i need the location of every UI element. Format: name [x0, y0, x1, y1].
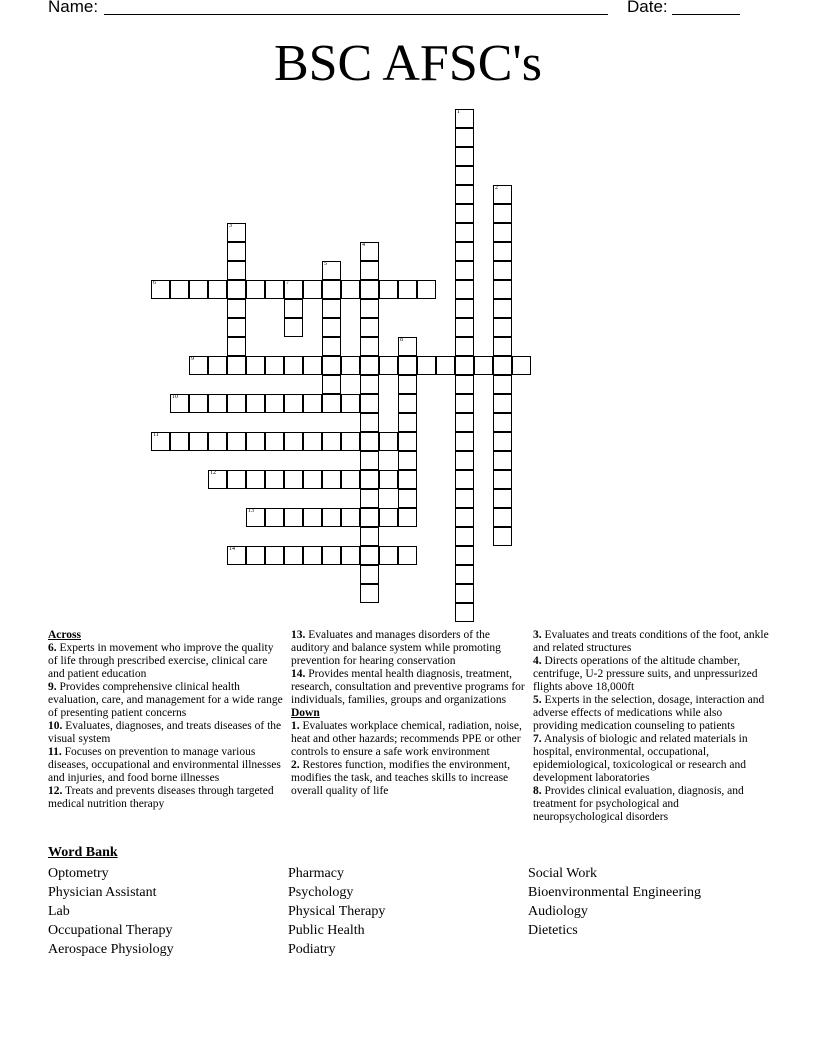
crossword-cell[interactable]: [493, 470, 512, 489]
crossword-cell[interactable]: [284, 299, 303, 318]
crossword-cell[interactable]: [455, 280, 474, 299]
crossword-cell[interactable]: [322, 508, 341, 527]
word-bank-item: Physical Therapy: [288, 904, 386, 919]
crossword-cell[interactable]: [322, 546, 341, 565]
crossword-cell[interactable]: [455, 565, 474, 584]
crossword-cell[interactable]: [398, 432, 417, 451]
crossword-cell[interactable]: [227, 337, 246, 356]
crossword-cell[interactable]: [512, 356, 531, 375]
crossword-cell[interactable]: [455, 204, 474, 223]
clue-number: 9: [191, 356, 194, 362]
crossword-cell[interactable]: [322, 375, 341, 394]
crossword-cell[interactable]: [246, 394, 265, 413]
crossword-cell[interactable]: [265, 508, 284, 527]
clue-down-7: 7. Analysis of biologic and related materials in hospital, environmental, occupational, epidemiological, toxicological or research and development laboratories: [533, 733, 748, 784]
crossword-cell[interactable]: [493, 527, 512, 546]
crossword-cell-3[interactable]: [227, 223, 246, 242]
clue-number: 5: [324, 261, 327, 267]
crossword-cell[interactable]: [436, 356, 455, 375]
crossword-cell[interactable]: [493, 318, 512, 337]
crossword-cell[interactable]: [455, 337, 474, 356]
crossword-cell[interactable]: [322, 356, 341, 375]
crossword-cell[interactable]: [227, 242, 246, 261]
crossword-cell[interactable]: [360, 413, 379, 432]
crossword-cell[interactable]: [227, 299, 246, 318]
crossword-cell[interactable]: [265, 394, 284, 413]
clue-across-10: 10. Evaluates, diagnoses, and treats diseases of the visual system: [48, 720, 282, 745]
clue-number: 11: [153, 432, 159, 438]
clue-down-8: 8. Provides clinical evaluation, diagnosis, and treatment for psychological and neuropsychological disorders: [533, 785, 744, 823]
crossword-cell[interactable]: [455, 128, 474, 147]
word-bank-item: Pharmacy: [288, 866, 344, 881]
word-bank-item: Optometry: [48, 866, 109, 881]
crossword-cell[interactable]: [284, 470, 303, 489]
clue-number: 4: [362, 242, 365, 248]
crossword-cell[interactable]: [246, 432, 265, 451]
crossword-cell[interactable]: [189, 432, 208, 451]
crossword-cell[interactable]: [493, 413, 512, 432]
crossword-cell[interactable]: [379, 546, 398, 565]
crossword-cell[interactable]: [493, 280, 512, 299]
crossword-cell[interactable]: [246, 546, 265, 565]
crossword-cell[interactable]: [455, 451, 474, 470]
crossword-cell-8[interactable]: [398, 337, 417, 356]
crossword-cell[interactable]: [455, 318, 474, 337]
crossword-cell[interactable]: [170, 280, 189, 299]
crossword-cell[interactable]: [455, 508, 474, 527]
crossword-cell[interactable]: [360, 356, 379, 375]
crossword-cell-7[interactable]: [284, 280, 303, 299]
crossword-cell[interactable]: [398, 451, 417, 470]
crossword-cell[interactable]: [360, 489, 379, 508]
crossword-cell[interactable]: [455, 375, 474, 394]
crossword-cell[interactable]: [493, 223, 512, 242]
crossword-cell[interactable]: [455, 166, 474, 185]
crossword-cell-4[interactable]: [360, 242, 379, 261]
crossword-cell[interactable]: [455, 546, 474, 565]
crossword-cell[interactable]: [208, 394, 227, 413]
crossword-cell[interactable]: [265, 356, 284, 375]
crossword-cell[interactable]: [227, 356, 246, 375]
crossword-cell[interactable]: [360, 394, 379, 413]
crossword-cell[interactable]: [208, 280, 227, 299]
crossword-cell[interactable]: [455, 223, 474, 242]
crossword-cell[interactable]: [303, 546, 322, 565]
crossword-cell[interactable]: [227, 394, 246, 413]
crossword-cell[interactable]: [493, 375, 512, 394]
word-bank-item: Occupational Therapy: [48, 923, 173, 938]
clue-column-1: [48, 629, 283, 811]
crossword-cell[interactable]: [265, 432, 284, 451]
crossword-cell[interactable]: [322, 318, 341, 337]
word-bank-item: Lab: [48, 904, 70, 919]
crossword-cell-6[interactable]: [151, 280, 170, 299]
crossword-cell[interactable]: [455, 603, 474, 622]
crossword-cell[interactable]: [341, 394, 360, 413]
crossword-cell[interactable]: [341, 280, 360, 299]
crossword-cell[interactable]: [303, 432, 322, 451]
crossword-cell[interactable]: [493, 242, 512, 261]
crossword-cell-12[interactable]: [208, 470, 227, 489]
word-bank-column-1: [48, 864, 174, 959]
crossword-cell[interactable]: [360, 546, 379, 565]
crossword-cell[interactable]: [417, 280, 436, 299]
crossword-cell-13[interactable]: [246, 508, 265, 527]
page-title: BSC AFSC's: [273, 35, 543, 92]
crossword-cell[interactable]: [265, 280, 284, 299]
crossword-cell-2[interactable]: [493, 185, 512, 204]
crossword-cell[interactable]: [379, 356, 398, 375]
crossword-cell[interactable]: [455, 299, 474, 318]
crossword-cell[interactable]: [398, 489, 417, 508]
crossword-cell[interactable]: [398, 394, 417, 413]
crossword-cell[interactable]: [303, 508, 322, 527]
crossword-cell[interactable]: [398, 546, 417, 565]
crossword-cell[interactable]: [493, 394, 512, 413]
crossword-cell[interactable]: [360, 375, 379, 394]
clue-number: 8: [400, 337, 403, 343]
clue-number: 13: [248, 508, 254, 514]
crossword-cell[interactable]: [455, 147, 474, 166]
crossword-cell[interactable]: [379, 432, 398, 451]
crossword-cell[interactable]: [360, 451, 379, 470]
crossword-cell[interactable]: [227, 261, 246, 280]
crossword-cell[interactable]: [398, 508, 417, 527]
crossword-cell[interactable]: [493, 204, 512, 223]
clue-down-4: 4. Directs operations of the altitude chamber, centrifuge, U-2 pressure suits, and unpressurized flights above 18,000ft: [533, 655, 758, 693]
crossword-cell[interactable]: [360, 584, 379, 603]
crossword-cell[interactable]: [455, 527, 474, 546]
crossword-cell[interactable]: [322, 299, 341, 318]
crossword-cell[interactable]: [284, 394, 303, 413]
crossword-cell[interactable]: [379, 470, 398, 489]
clue-number: 10: [172, 394, 178, 400]
crossword-cell[interactable]: [493, 489, 512, 508]
crossword-cell[interactable]: [398, 356, 417, 375]
crossword-cell[interactable]: [360, 337, 379, 356]
crossword-cell[interactable]: [398, 280, 417, 299]
clue-number: 6: [153, 280, 156, 286]
crossword-cell[interactable]: [455, 584, 474, 603]
crossword-cell[interactable]: [227, 470, 246, 489]
crossword-cell[interactable]: [341, 432, 360, 451]
date-label: Date:: [627, 0, 668, 16]
crossword-cell[interactable]: [341, 546, 360, 565]
crossword-cell[interactable]: [284, 546, 303, 565]
crossword-cell[interactable]: [379, 508, 398, 527]
word-bank-item: Podiatry: [288, 942, 336, 957]
crossword-cell-14[interactable]: [227, 546, 246, 565]
clue-column-3: [533, 629, 769, 824]
clue-down-2: 2. Restores function, modifies the environment, modifies the task, and teaches skills to increase overall quality of life: [291, 759, 511, 797]
name-label: Name:: [48, 0, 99, 16]
crossword-cell[interactable]: [341, 470, 360, 489]
crossword-cell-1[interactable]: [455, 109, 474, 128]
crossword-cell[interactable]: [360, 508, 379, 527]
crossword-cell-11[interactable]: [151, 432, 170, 451]
crossword-cell[interactable]: [265, 546, 284, 565]
crossword-cell[interactable]: [303, 356, 322, 375]
clue-number: 2: [495, 185, 498, 191]
crossword-cell[interactable]: [360, 299, 379, 318]
crossword-cell[interactable]: [303, 394, 322, 413]
crossword-cell[interactable]: [493, 261, 512, 280]
clue-across-11: 11. Focuses on prevention to manage various diseases, occupational and environmental illnesses and injuries, and food borne illnesses: [48, 746, 281, 784]
down-heading: Down: [291, 707, 320, 719]
crossword-cell[interactable]: [379, 280, 398, 299]
clue-down-1: 1. Evaluates workplace chemical, radiation, noise, heat and other hazards; recommends PPE or other controls to ensure a safe work environment: [291, 720, 522, 758]
word-bank-column-2: [288, 864, 385, 959]
crossword-cell[interactable]: [493, 356, 512, 375]
crossword-cell[interactable]: [341, 356, 360, 375]
word-bank-item: Audiology: [528, 904, 588, 919]
crossword-cell[interactable]: [284, 508, 303, 527]
crossword-cell[interactable]: [246, 470, 265, 489]
crossword-cell[interactable]: [455, 413, 474, 432]
word-bank-item: Psychology: [288, 885, 354, 900]
crossword-cell[interactable]: [246, 280, 265, 299]
crossword-cell[interactable]: [493, 432, 512, 451]
crossword-cell[interactable]: [455, 242, 474, 261]
word-bank-item: Social Work: [528, 866, 597, 881]
clue-across-9: 9. Provides comprehensive clinical health evaluation, care, and management for a wide range of presenting patient concerns: [48, 681, 283, 719]
clue-number: 12: [210, 470, 216, 476]
crossword-cell[interactable]: [493, 508, 512, 527]
crossword-cell[interactable]: [455, 261, 474, 280]
crossword-cell[interactable]: [284, 356, 303, 375]
crossword-cell[interactable]: [398, 413, 417, 432]
crossword-cell[interactable]: [265, 470, 284, 489]
crossword-cell[interactable]: [360, 565, 379, 584]
crossword-cell[interactable]: [208, 356, 227, 375]
clue-number: 3: [229, 223, 232, 229]
clue-number: 7: [286, 280, 289, 286]
crossword-cell[interactable]: [246, 356, 265, 375]
crossword-cell[interactable]: [284, 318, 303, 337]
crossword-cell[interactable]: [398, 375, 417, 394]
crossword-cell[interactable]: [322, 337, 341, 356]
crossword-cell[interactable]: [227, 318, 246, 337]
word-bank-item: Dietetics: [528, 923, 578, 938]
crossword-cell[interactable]: [284, 432, 303, 451]
crossword-cell[interactable]: [322, 470, 341, 489]
crossword-cell[interactable]: [360, 432, 379, 451]
crossword-cell[interactable]: [455, 489, 474, 508]
crossword-cell[interactable]: [360, 261, 379, 280]
crossword-cell[interactable]: [455, 394, 474, 413]
crossword-cell[interactable]: [417, 356, 436, 375]
clue-across-12: 12. Treats and prevents diseases through targeted medical nutrition therapy: [48, 785, 274, 810]
crossword-cell[interactable]: [455, 432, 474, 451]
crossword-cell[interactable]: [493, 337, 512, 356]
crossword-cell[interactable]: [398, 470, 417, 489]
word-bank-item: Bioenvironmental Engineering: [528, 885, 702, 900]
crossword-cell[interactable]: [474, 356, 493, 375]
clue-number: 14: [229, 546, 235, 552]
crossword-cell[interactable]: [341, 508, 360, 527]
clue-column-2: [291, 629, 526, 798]
clue-down-3: 3. Evaluates and treats conditions of the foot, ankle and related structures: [533, 629, 769, 654]
crossword-cell-9[interactable]: [189, 356, 208, 375]
word-bank-item: Physician Assistant: [48, 885, 157, 900]
crossword-cell[interactable]: [208, 432, 227, 451]
clue-across-6: 6. Experts in movement who improve the quality of life through prescribed exercise, clinical care and patient education: [48, 642, 274, 680]
crossword-cell[interactable]: [322, 432, 341, 451]
crossword-cell[interactable]: [322, 280, 341, 299]
crossword-cell[interactable]: [360, 470, 379, 489]
crossword-cell[interactable]: [189, 394, 208, 413]
crossword-cell[interactable]: [322, 394, 341, 413]
crossword-cell[interactable]: [455, 185, 474, 204]
crossword-cell[interactable]: [170, 432, 189, 451]
crossword-cell[interactable]: [227, 432, 246, 451]
across-heading: Across: [48, 629, 82, 641]
crossword-cell[interactable]: [360, 280, 379, 299]
clue-across-14: 14. Provides mental health diagnosis, treatment, research, consultation and preventive programs for individuals, families, groups and organizations: [291, 668, 525, 706]
word-bank-item: Aerospace Physiology: [48, 942, 174, 957]
word-bank-item: Public Health: [288, 923, 365, 938]
word-bank-column-3: [528, 864, 701, 940]
clue-down-5: 5. Experts in the selection, dosage, interaction and adverse effects of medications while also providing medication counseling to patients: [533, 694, 765, 732]
crossword-cell[interactable]: [227, 280, 246, 299]
crossword-cell[interactable]: [493, 299, 512, 318]
crossword-cell-5[interactable]: [322, 261, 341, 280]
crossword-cell[interactable]: [455, 356, 474, 375]
crossword-cell[interactable]: [493, 451, 512, 470]
crossword-cell[interactable]: [303, 470, 322, 489]
crossword-cell[interactable]: [455, 470, 474, 489]
crossword-cell[interactable]: [360, 527, 379, 546]
crossword-cell[interactable]: [360, 318, 379, 337]
word-bank-heading: Word Bank: [48, 845, 118, 860]
clue-number: 1: [457, 109, 460, 115]
crossword-cell[interactable]: [303, 280, 322, 299]
crossword-cell[interactable]: [189, 280, 208, 299]
crossword-cell-10[interactable]: [170, 394, 189, 413]
clue-across-13: 13. Evaluates and manages disorders of the auditory and balance system while promoting prevention for hearing conservation: [291, 629, 501, 667]
